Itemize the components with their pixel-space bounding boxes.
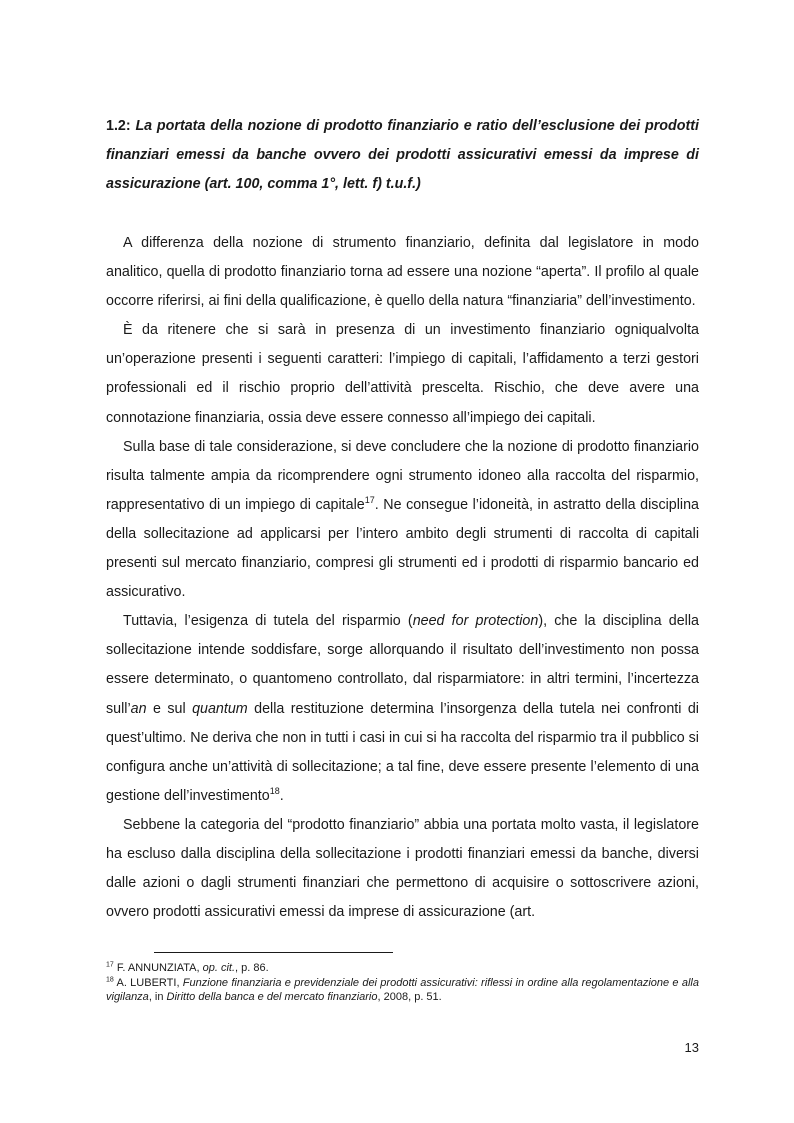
paragraph-4-italic-1: need for protection — [412, 613, 539, 630]
section-reference: (art. 100, comma 1°, lett. f) t.u.f.) — [204, 176, 421, 192]
footnote-ref-18[interactable]: 18 — [269, 786, 280, 797]
paragraph-4-text-a: Tuttavia, l’esigenza di tutela del risparmio ( — [123, 613, 413, 630]
footnote-17-rest: , p. 86. — [235, 962, 269, 974]
footnote-18-author: A. LUBERTI, — [113, 976, 183, 989]
footnote-ref-17[interactable]: 17 — [364, 495, 375, 506]
footnote-separator — [154, 952, 393, 953]
document-page — [106, 0, 699, 1123]
footnote-17-author: F. ANNUNZIATA, — [113, 962, 203, 974]
section-title: La portata della nozione di prodotto finanziario e ratio dell’esclusione dei prodotti finanziari emessi da banche ovvero dei prodotti assicurativi emessi da imprese di assicurazione — [106, 118, 699, 192]
paragraph-4-text-d: della restituzione determina l’insorgenza della tutela nei confronti di quest’ultimo. Ne deriva che non in tutti i casi in cui si ha raccolta del risparmio tra il pubblico si configura anche un’attività di sollecitazione; a tal fine, deve essere presente l’elemento di una gestione dell’investimento — [106, 700, 699, 804]
footnote-18-mid: , in — [148, 991, 167, 1003]
footnote-17 — [106, 961, 699, 976]
footnote-18-rest: , 2008, p. 51. — [377, 991, 442, 1003]
footnotes — [106, 961, 699, 1005]
paragraph-3-text-b: . Ne consegue l’idoneità, in astratto della disciplina della sollecitazione ad applicarsi per l’intero ambito degli strumenti di raccolta di capitali presenti sul mercato finanziario, compresi gli strumenti ed i prodotti di risparmio bancario ed assicurativo. — [106, 496, 699, 601]
page-number: 13 — [684, 1040, 699, 1055]
section-heading — [106, 112, 699, 199]
paragraph-4 — [106, 607, 699, 811]
paragraph-2: È da ritenere che si sarà in presenza di un investimento finanziario ogniqualvolta un’operazione presenti i seguenti caratteri: l’impiego di capitali, l’affidamento a terzi gestori professionali ed il rischio proprio dell’attività prescelta. Rischio, che deve avere una connotazione finanziaria, ossia deve essere connesso all’impiego dei capitali. — [106, 322, 699, 426]
body-text — [106, 229, 699, 927]
paragraph-4-italic-2: an — [130, 700, 147, 717]
paragraph-4-text-e: . — [279, 787, 284, 804]
footnote-17-italic: op. cit. — [202, 962, 236, 974]
footnote-18-number: 18 — [106, 975, 114, 983]
footnote-18-italic: Funzione finanziaria e previdenziale dei prodotti assicurativi: riflessi in ordine alla regolamentazione e alla vigilanza — [106, 976, 699, 1003]
paragraph-4-italic-3: quantum — [192, 700, 248, 717]
paragraph-4-text-b: ), che la disciplina della sollecitazione intende soddisfare, sorge allorquando il risultato dell’investimento non possa essere determinato, o quantomeno controllato, dal risparmiatore: in altri termini, l’incertezza sull’ — [106, 613, 699, 717]
footnote-18-italic-2: Diritto della banca e del mercato finanziario — [166, 991, 378, 1003]
paragraph-1: A differenza della nozione di strumento finanziario, definita dal legislatore in modo analitico, quella di prodotto finanziario torna ad essere una nozione “aperta”. Il profilo al quale occorre riferirsi, ai fini della qualificazione, è quello della natura “finanziaria” dell’investimento. — [106, 235, 699, 310]
section-number: 1.2: — [106, 118, 131, 134]
paragraph-3-text-a: Sulla base di tale considerazione, si deve concludere che la nozione di prodotto finanziario risulta talmente ampia da ricomprendere ogni strumento idoneo alla raccolta del risparmio, rappresentativo di un impiego di capitale — [106, 438, 699, 513]
paragraph-4-text-c: e sul — [146, 700, 193, 717]
paragraph-5: Sebbene la categoria del “prodotto finanziario” abbia una portata molto vasta, il legislatore ha escluso dalla disciplina della sollecitazione i prodotti finanziari emessi da banche, diversi dalle azioni o dagli strumenti finanziari che permettono di acquisire o sottoscrivere azioni, ovvero prodotti assicurativi emessi da imprese di assicurazione (art. — [106, 816, 699, 921]
footnote-18 — [106, 976, 699, 1005]
paragraph-3 — [106, 433, 699, 608]
footnote-17-number: 17 — [106, 961, 114, 969]
